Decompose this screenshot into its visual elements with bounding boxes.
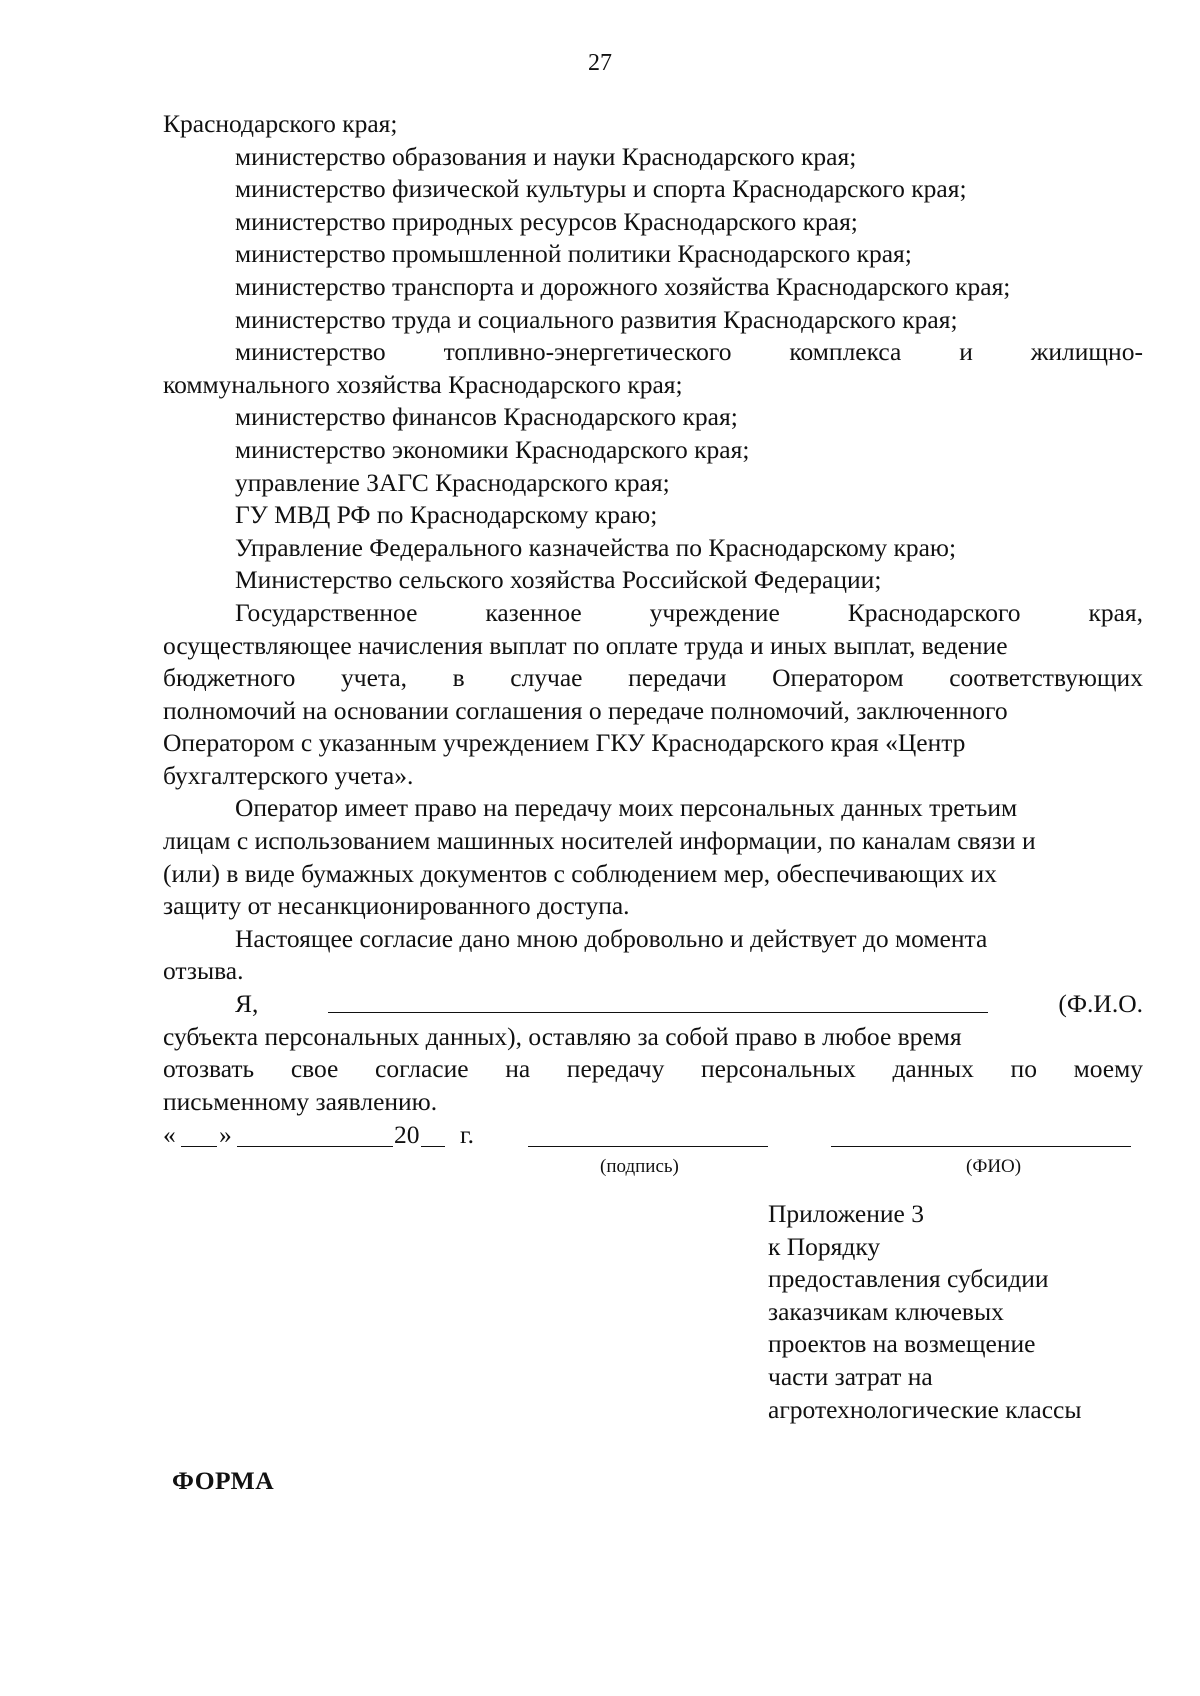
fio-blank-field[interactable] [328,988,988,1013]
text-line: министерство физической культуры и спорта Краснодарского края; [235,174,967,204]
text-line: субъекта персональных данных), оставляю за собой право в любое время [163,1021,962,1051]
text-line: бухгалтерского учета». [163,760,414,790]
word: учета, [341,663,408,693]
text-line: (или) в виде бумажных документов с соблюдением мер, обеспечивающих их [163,858,997,888]
word: Краснодарского [847,597,1021,627]
text-line: защиту от несанкционированного доступа. [163,891,630,921]
text-line-justified [163,662,1143,695]
word: в [452,663,465,693]
day-blank-field[interactable] [181,1146,217,1147]
word: бюджетного [163,663,296,693]
text-line: ГУ МВД РФ по Краснодарскому краю; [235,500,658,530]
word: передачу [566,1054,665,1084]
word: случае [510,663,583,693]
quote-open: « [163,1120,176,1149]
word: жилищно- [1030,337,1143,367]
word: края, [1088,597,1143,627]
word: данных [892,1054,974,1084]
text-line: министерство образования и науки Краснодарского края; [235,141,857,171]
signature-row [163,1120,1143,1160]
signature-caption: (подпись) [600,1156,679,1177]
text-line: министерство природных ресурсов Краснодарского края; [235,206,858,236]
word: на [505,1054,531,1084]
appendix-line: части затрат на [768,1361,933,1391]
word: отозвать [163,1054,255,1084]
appendix-line: предоставления субсидии [768,1264,1049,1294]
appendix-line: Приложение 3 [768,1199,924,1228]
fio-line [163,988,1143,1021]
appendix-line: к Порядку [768,1231,881,1261]
page-number: 27 [588,50,612,76]
text-line: Настоящее согласие дано мною добровольно и действует до момента [235,923,988,953]
word: соответствующих [949,663,1143,693]
signature-blank-field[interactable] [528,1146,768,1147]
text-line: министерство транспорта и дорожного хозяйства Краснодарского края; [235,271,1011,301]
name-blank-field[interactable] [831,1146,1131,1147]
word: (Ф.И.О. [1058,989,1143,1019]
text-line: министерство промышленной политики Краснодарского края; [235,239,912,269]
year-prefix: 20 [394,1120,420,1149]
text-line-justified [163,1053,1143,1086]
text-line: министерство экономики Краснодарского края; [235,434,750,464]
text-line: Оператором с указанным учреждением ГКУ Краснодарского края «Центр [163,728,966,758]
form-heading: ФОРМА [172,1466,275,1495]
word: Я, [235,989,259,1019]
word: моему [1073,1054,1143,1084]
text-line: министерство труда и социального развития Краснодарского края; [235,304,958,334]
text-line: министерство финансов Краснодарского края; [235,402,738,432]
word: персональных [700,1054,856,1084]
quote-close: » [219,1120,232,1149]
appendix-header [768,1198,1168,1426]
text-line: отзыва. [163,956,244,986]
text-line: Управление Федерального казначейства по Краснодарскому краю; [235,532,957,562]
text-line: осуществляющее начисления выплат по оплате труда и иных выплат, ведение [163,630,1008,660]
text-line: коммунального хозяйства Краснодарского края; [163,369,683,399]
month-blank-field[interactable] [237,1146,393,1147]
text-line: Оператор имеет право на передачу моих персональных данных третьим [235,793,1018,823]
text-line: письменному заявлению. [163,1086,438,1116]
text-line-justified [163,597,1143,630]
text-line-justified [163,336,1143,369]
text-line: лицам с использованием машинных носителей информации, по каналам связи и [163,826,1036,856]
year-suffix: г. [460,1120,474,1149]
word: учреждение [649,597,780,627]
word: Государственное [235,597,418,627]
text-line: Министерство сельского хозяйства Российской Федерации; [235,565,882,595]
consent-body [163,108,1143,1118]
text-line: полномочий на основании соглашения о передаче полномочий, заключенного [163,695,1008,725]
word: передачи [628,663,727,693]
appendix-line: проектов на возмещение [768,1329,1036,1359]
word: министерство [235,337,386,367]
word: согласие [375,1054,469,1084]
text-line: управление ЗАГС Краснодарского края; [235,467,670,497]
word: казенное [485,597,582,627]
word: свое [290,1054,339,1084]
text-line: Краснодарского края; [163,109,398,138]
word: по [1010,1054,1037,1084]
appendix-line: агротехнологические классы [768,1394,1082,1424]
word: комплекса [789,337,902,367]
name-caption: (ФИО) [966,1156,1022,1177]
word: топливно-энергетического [443,337,732,367]
year-blank-field[interactable] [421,1146,445,1147]
appendix-line: заказчикам ключевых [768,1296,1004,1326]
word: Оператором [772,663,904,693]
word: и [959,337,973,367]
